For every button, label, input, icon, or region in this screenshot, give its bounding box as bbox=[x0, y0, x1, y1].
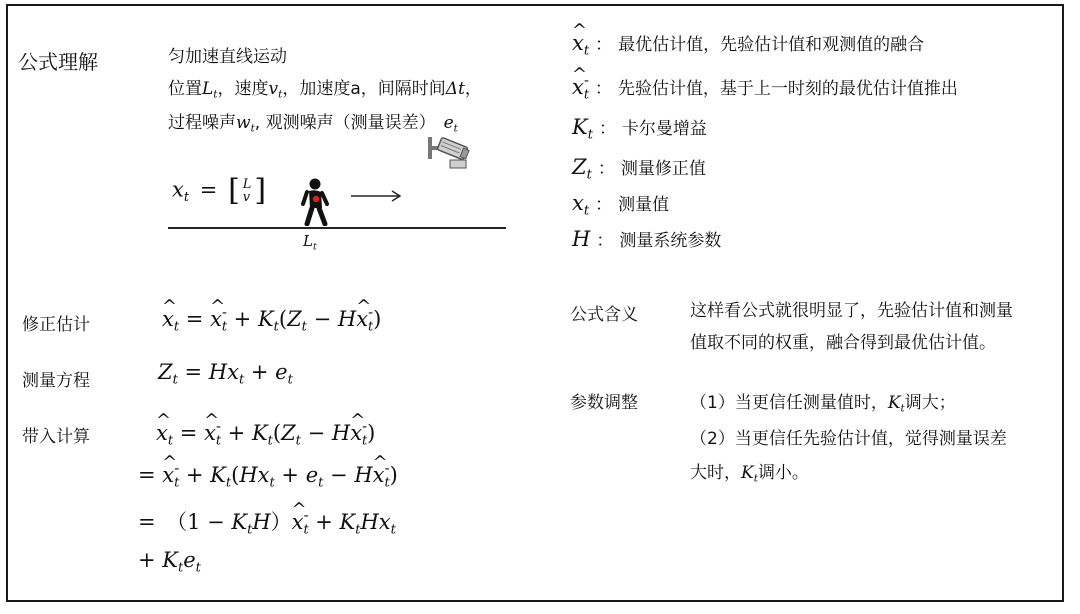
dt-symbol: Δt bbox=[445, 79, 465, 99]
section-title: 公式理解 bbox=[18, 50, 98, 74]
equals-sign: = bbox=[199, 177, 218, 202]
gain-symbol: K bbox=[741, 463, 754, 483]
meaning-label: 公式含义 bbox=[570, 305, 638, 325]
state-symbol: x bbox=[172, 177, 184, 202]
substitute-equation-line1: ^ $x_t$ = ^ $x_t^- + K_t(Z_t$ − H^ $x_t^-$) bbox=[156, 418, 375, 448]
tuning-item2-prefix: 大时， bbox=[690, 463, 741, 483]
measurement-equation: $Z_t = Hx_t + e_t$ bbox=[158, 360, 293, 388]
variables-line: 位置$L_t$，速度$v_t$，加速度a，间隔时间Δt， bbox=[168, 79, 482, 101]
tuning-item1: （1）当更信任测量值时，$K_t$调大； bbox=[690, 393, 956, 415]
definition-text: 先验估计值，基于上一时刻的最优估计值推出 bbox=[617, 78, 958, 99]
definition-text: 测量值 bbox=[618, 195, 670, 215]
position-symbol: L bbox=[202, 79, 214, 99]
measurement-label: 测量方程 bbox=[22, 371, 90, 391]
observation-noise-symbol: e bbox=[443, 113, 454, 133]
definition-row bbox=[572, 114, 707, 143]
definition-separator: ： bbox=[595, 35, 613, 55]
substitute-equation-line2: = ^ $x_t^- + K_t(Hx_t + e_t$ − H^ $x_t^-$) bbox=[138, 460, 398, 490]
definition-separator: ： bbox=[595, 195, 613, 215]
tuning-item2-line1: （2）当更信任先验估计值，觉得测量误差 bbox=[690, 429, 1007, 449]
ground-line bbox=[168, 227, 506, 229]
noise-line: 过程噪声$w_t$, 观测噪声（测量误差） $e_t$ bbox=[168, 113, 458, 135]
definition-symbol: $K_t$ bbox=[572, 115, 593, 143]
meaning-line2: 值取不同的权重，融合得到最优估计值。 bbox=[690, 333, 996, 353]
correction-equation: ^ $x_t$ = ^ $x_t^- + K_t(Z_t$ − H^ $x_t^-$) bbox=[162, 304, 381, 334]
correction-label: 修正估计 bbox=[22, 315, 90, 335]
definition-separator: ： bbox=[598, 119, 616, 139]
matrix-bottom: v bbox=[242, 190, 251, 205]
accel-interval-label: ，加速度a，间隔时间 bbox=[282, 79, 446, 99]
substitute-equation-line4: + $K_te_t$ bbox=[138, 548, 201, 576]
ground-position-label: $L_t$ bbox=[303, 232, 317, 253]
walking-person-icon bbox=[300, 178, 334, 226]
tuning-item2-line2: 大时，$K_t$调小。 bbox=[690, 463, 809, 485]
definition-symbol: $x_t$ bbox=[572, 191, 590, 219]
definition-row bbox=[572, 30, 924, 59]
tuning-item2-suffix: 调小。 bbox=[757, 463, 809, 483]
definition-row bbox=[572, 226, 721, 251]
process-noise-symbol: w bbox=[236, 113, 251, 133]
definition-row bbox=[572, 72, 958, 102]
process-noise-label: 过程噪声 bbox=[168, 113, 236, 133]
definition-symbol: ^ $x_t^-$ bbox=[572, 75, 589, 99]
tuning-label: 参数调整 bbox=[570, 393, 638, 413]
tuning-item1-prefix: （1）当更信任测量值时， bbox=[690, 393, 888, 413]
definition-text: 最优估计值，先验估计值和观测值的融合 bbox=[618, 35, 925, 55]
security-camera-icon bbox=[426, 136, 470, 170]
definition-symbol: $Z_t$ bbox=[572, 155, 592, 183]
position-label: 位置 bbox=[168, 79, 202, 99]
motion-type: 匀加速直线运动 bbox=[168, 47, 287, 67]
meaning-line1: 这样看公式就很明显了，先验估计值和测量 bbox=[690, 301, 1013, 321]
definition-row bbox=[572, 190, 669, 219]
definition-separator: ： bbox=[596, 231, 614, 251]
comma: ， bbox=[464, 79, 482, 99]
gain-symbol: K bbox=[887, 393, 901, 413]
velocity-label: ，速度 bbox=[217, 79, 269, 99]
definition-text: 测量系统参数 bbox=[619, 231, 722, 251]
definition-separator: ： bbox=[597, 159, 615, 179]
state-matrix: [ L v ] bbox=[228, 173, 267, 208]
definition-symbol: H bbox=[572, 227, 591, 251]
observation-noise-label: , 观测噪声（测量误差） bbox=[254, 113, 436, 133]
definition-text: 测量修正值 bbox=[620, 159, 706, 179]
velocity-symbol: v bbox=[268, 79, 279, 99]
substitute-equation-line3: = $(1 - K_tH)\^{}$ $x_t^- + K_tHx_t$ bbox=[138, 506, 396, 538]
definition-text: 卡尔曼增益 bbox=[621, 119, 707, 139]
substitute-label: 带入计算 bbox=[22, 427, 90, 447]
right-arrow-icon bbox=[350, 188, 402, 202]
matrix-top: L bbox=[242, 177, 252, 192]
definition-separator: ： bbox=[594, 78, 612, 99]
definition-row bbox=[572, 154, 706, 183]
tuning-item1-suffix: 调大； bbox=[904, 393, 956, 413]
definition-symbol: ^ $x_t$ bbox=[572, 31, 589, 55]
state-vector: $x_t$ = [ L v ] bbox=[172, 173, 267, 208]
